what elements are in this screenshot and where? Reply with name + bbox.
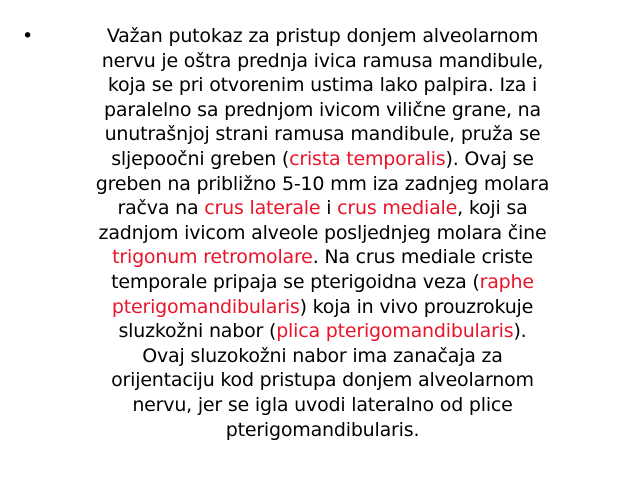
text-line	[40, 221, 605, 246]
text-segment: greben na približno 5-10 mm iza zadnjeg molara	[95, 172, 550, 195]
text-line	[40, 245, 605, 270]
text-segment: unutrašnjoj strani ramusa mandibule, pruža se	[104, 123, 541, 146]
text-segment: ) koja in vivo prouzrokuje	[299, 295, 534, 318]
bullet-point: •	[22, 25, 34, 47]
latin-term: raphe	[479, 270, 534, 293]
text-segment: zadnjom ivicom alveole posljednjeg molara čine	[98, 221, 547, 244]
text-segment: koja se pri otvorenim ustima lako palpira. Iza i	[107, 74, 538, 97]
text-line	[40, 122, 605, 147]
text-segment: ).	[513, 320, 527, 343]
latin-term: pterigomandibularis	[111, 295, 300, 318]
text-line	[40, 24, 605, 49]
text-segment: ). Ovaj se	[445, 147, 534, 170]
text-line	[40, 319, 605, 344]
text-line	[40, 49, 605, 74]
text-segment: Važan putokaz za pristup donjem alveolarnom	[106, 25, 539, 47]
latin-term: trigonum retromolare	[112, 246, 313, 269]
text-segment: Ovaj sluzokožni nabor ima zanačaja za	[142, 344, 503, 367]
text-line	[40, 73, 605, 98]
latin-term: plica pterigomandibularis	[276, 320, 514, 343]
latin-term: crus laterale	[204, 197, 321, 220]
text-line	[40, 393, 605, 418]
text-segment: orijentaciju kod pristupa donjem alveolarnom	[111, 369, 534, 392]
text-line	[40, 295, 605, 320]
text-segment: paralelno sa prednjom ivicom vilične grane, na	[104, 98, 541, 121]
text-segment: račva na	[117, 197, 205, 220]
text-segment: . Na crus mediale criste	[312, 246, 533, 269]
text-segment: i	[320, 197, 338, 220]
latin-term: crista temporalis	[289, 147, 446, 170]
text-line	[40, 344, 605, 369]
text-line	[40, 196, 605, 221]
text-line	[40, 368, 605, 393]
text-segment: nervu, jer se igla uvodi lateralno od plice	[132, 393, 513, 416]
text-line	[40, 172, 605, 197]
text-segment: sluzkožni nabor (	[118, 320, 277, 343]
text-segment: nervu je oštra prednja ivica ramusa mandibule,	[101, 49, 544, 72]
text-segment: pterigomandibularis.	[225, 418, 420, 441]
latin-term: crus mediale	[337, 197, 458, 220]
text-line	[40, 98, 605, 123]
text-line	[40, 270, 605, 295]
slide-body-text	[40, 24, 605, 442]
text-segment: sljepoočni greben (	[111, 147, 290, 170]
text-segment: temporale pripaja se pterigoidna veza (	[111, 270, 480, 293]
text-segment: , koji sa	[457, 197, 528, 220]
text-line	[40, 147, 605, 172]
text-line	[40, 418, 605, 443]
